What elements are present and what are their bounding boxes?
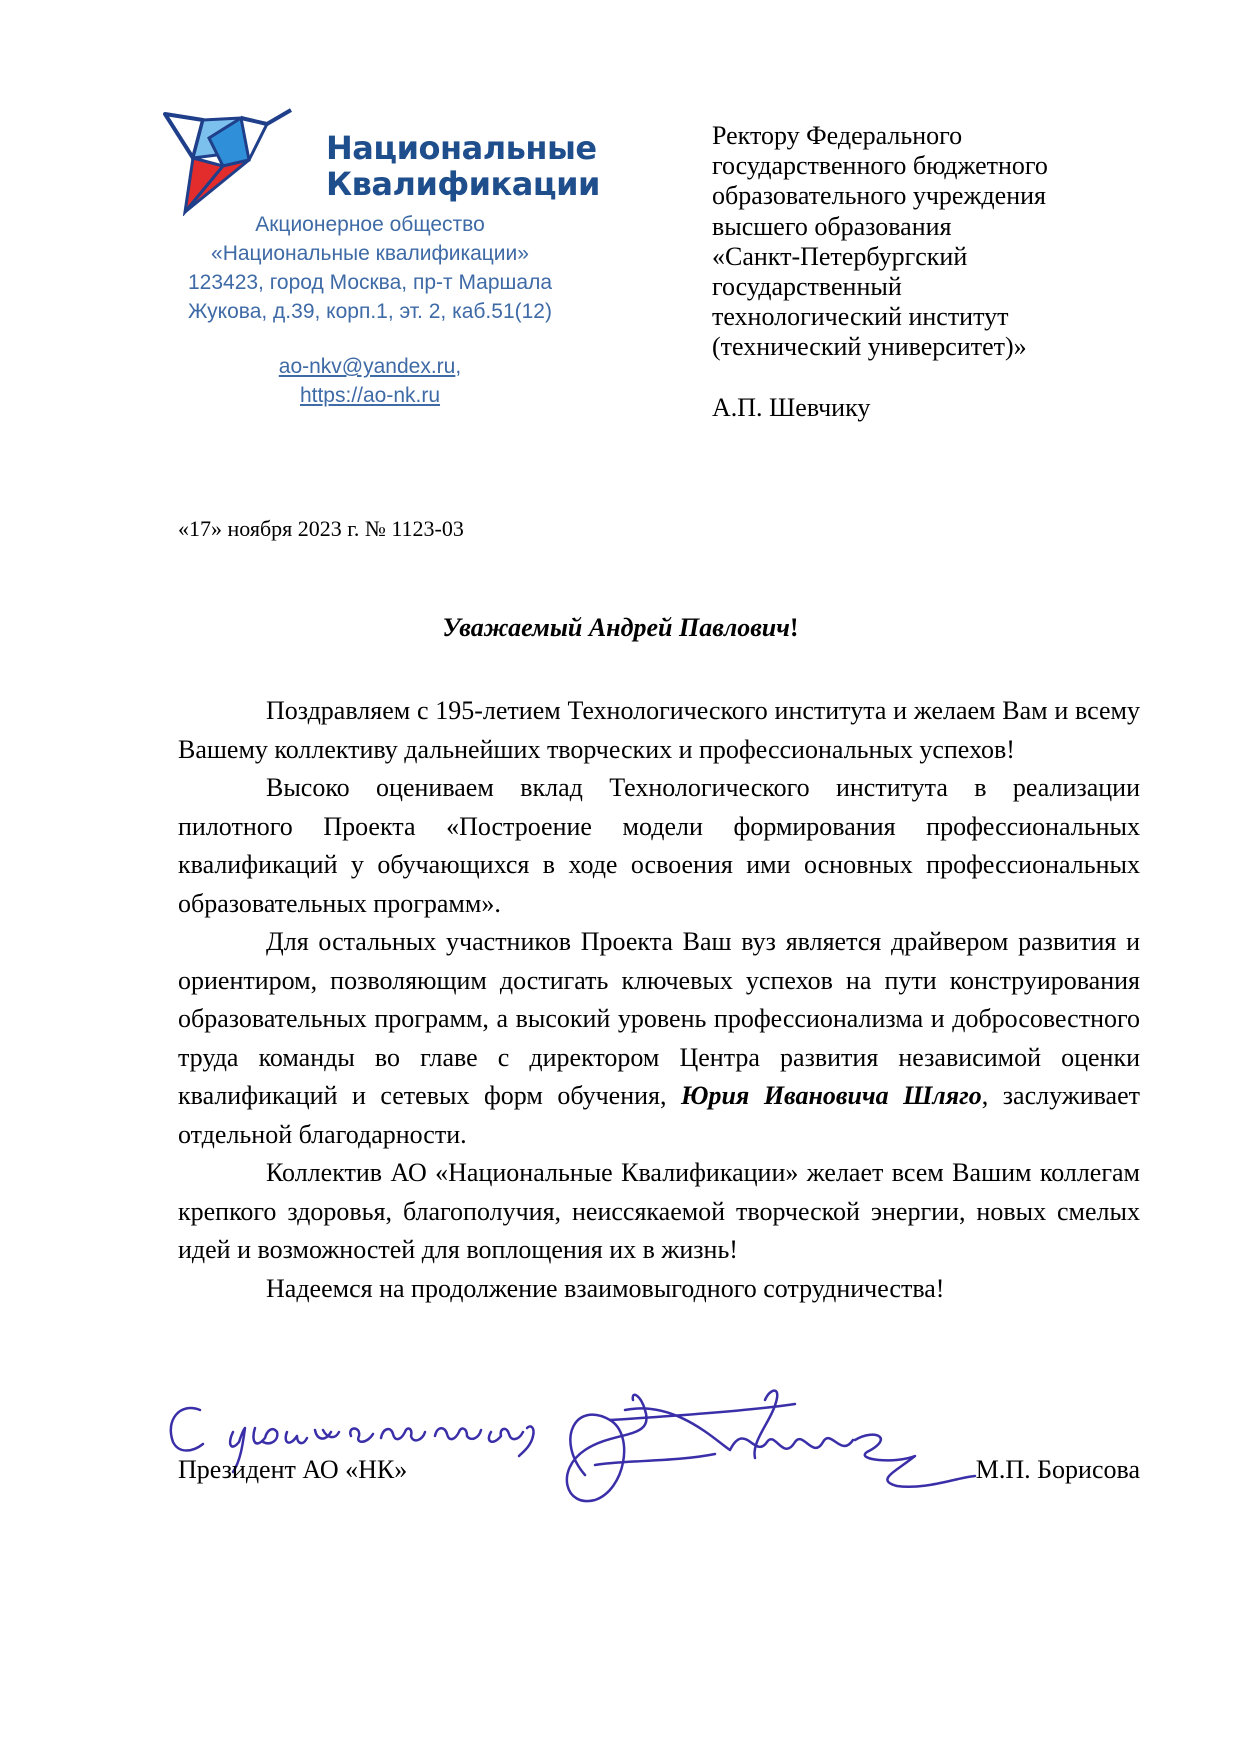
email-row: [150, 352, 590, 381]
addressee-line: «Санкт-Петербургский: [712, 241, 968, 271]
paragraph-5: Надеемся на продолжение взаимовыгодного сотрудничества!: [266, 1273, 945, 1303]
addressee-line: образовательного учреждения: [712, 181, 1046, 211]
signature-area: [155, 1380, 1155, 1570]
paragraph-3: [178, 923, 1140, 1154]
addressee-line: технологический институт: [712, 302, 1009, 332]
addressee-line: высшего образования: [712, 211, 952, 241]
salutation-text: Уважаемый Андрей Павлович: [442, 613, 790, 642]
addressee-block: [712, 121, 1172, 423]
signer-role: Президент АО «НК»: [178, 1455, 408, 1484]
addressee-line: государственного бюджетного: [712, 151, 1048, 181]
email-suffix: ,: [455, 355, 462, 378]
national-qualifications-logo-icon: [163, 108, 293, 216]
letter-body: [178, 692, 1140, 1308]
brand-line-2: Квалификации: [326, 165, 600, 203]
highlighted-name: Юрия Ивановича Шляго: [681, 1081, 982, 1110]
brand-line-1: Национальные: [326, 129, 597, 167]
paragraph-2: Высоко оцениваем вклад Технологического института в реализации пилотного Проекта «Построение модели формирования профессиональных квалификаций у обучающихся в ходе освоения ими основных профессиональных образовательных программ».: [178, 773, 1140, 918]
company-details: [150, 210, 590, 410]
salutation: [0, 613, 1241, 643]
address-line-1: 123423, город Москва, пр-т Маршала: [187, 271, 552, 294]
document-number: «17» ноября 2023 г. № 1123-03: [178, 516, 464, 541]
signer-name: М.П. Борисова: [975, 1455, 1140, 1484]
website-link[interactable]: https://ao-nk.ru: [299, 384, 441, 407]
company-type: Акционерное общество: [255, 213, 485, 236]
paragraph-4: Коллектив АО «Национальные Квалификации» желает всем Вашим коллегам крепкого здоровья, благополучия, неиссякаемой творческой энергии, новых смелых идей и возможностей для воплощения их в жизнь!: [178, 1158, 1140, 1264]
addressee-line: (технический университет)»: [712, 332, 1027, 362]
addressee-line: государственный: [712, 272, 902, 302]
paragraph-3-text-after: , заслуживает отдельной благодарности.: [178, 1081, 1140, 1149]
address-line-2: Жукова, д.39, корп.1, эт. 2, каб.51(12): [188, 300, 552, 323]
paragraph-3-text-before: Для остальных участников Проекта Ваш вуз является драйвером развития и ориентиром, позволяющим достигать ключевых успехов на пути конструирования образовательных программ, а высокий уровень профессионализма и добросовестного труда команды во главе с директором Центра развития независимой оценки квалификаций и сетевых форм обучения,: [178, 927, 1140, 1110]
salutation-exclamation: !: [789, 613, 799, 642]
addressee-name: А.П. Шевчику: [712, 392, 871, 422]
paragraph-1: Поздравляем с 195-летием Технологического института и желаем Вам и всему Вашему коллективу дальнейших творческих и профессиональных успехов!: [178, 696, 1140, 764]
brand-name: [326, 130, 600, 202]
email-link[interactable]: ao-nkv@yandex.ru: [278, 355, 456, 378]
addressee-line: Ректору Федерального: [712, 121, 963, 150]
company-name: «Национальные квалификации»: [211, 242, 529, 265]
